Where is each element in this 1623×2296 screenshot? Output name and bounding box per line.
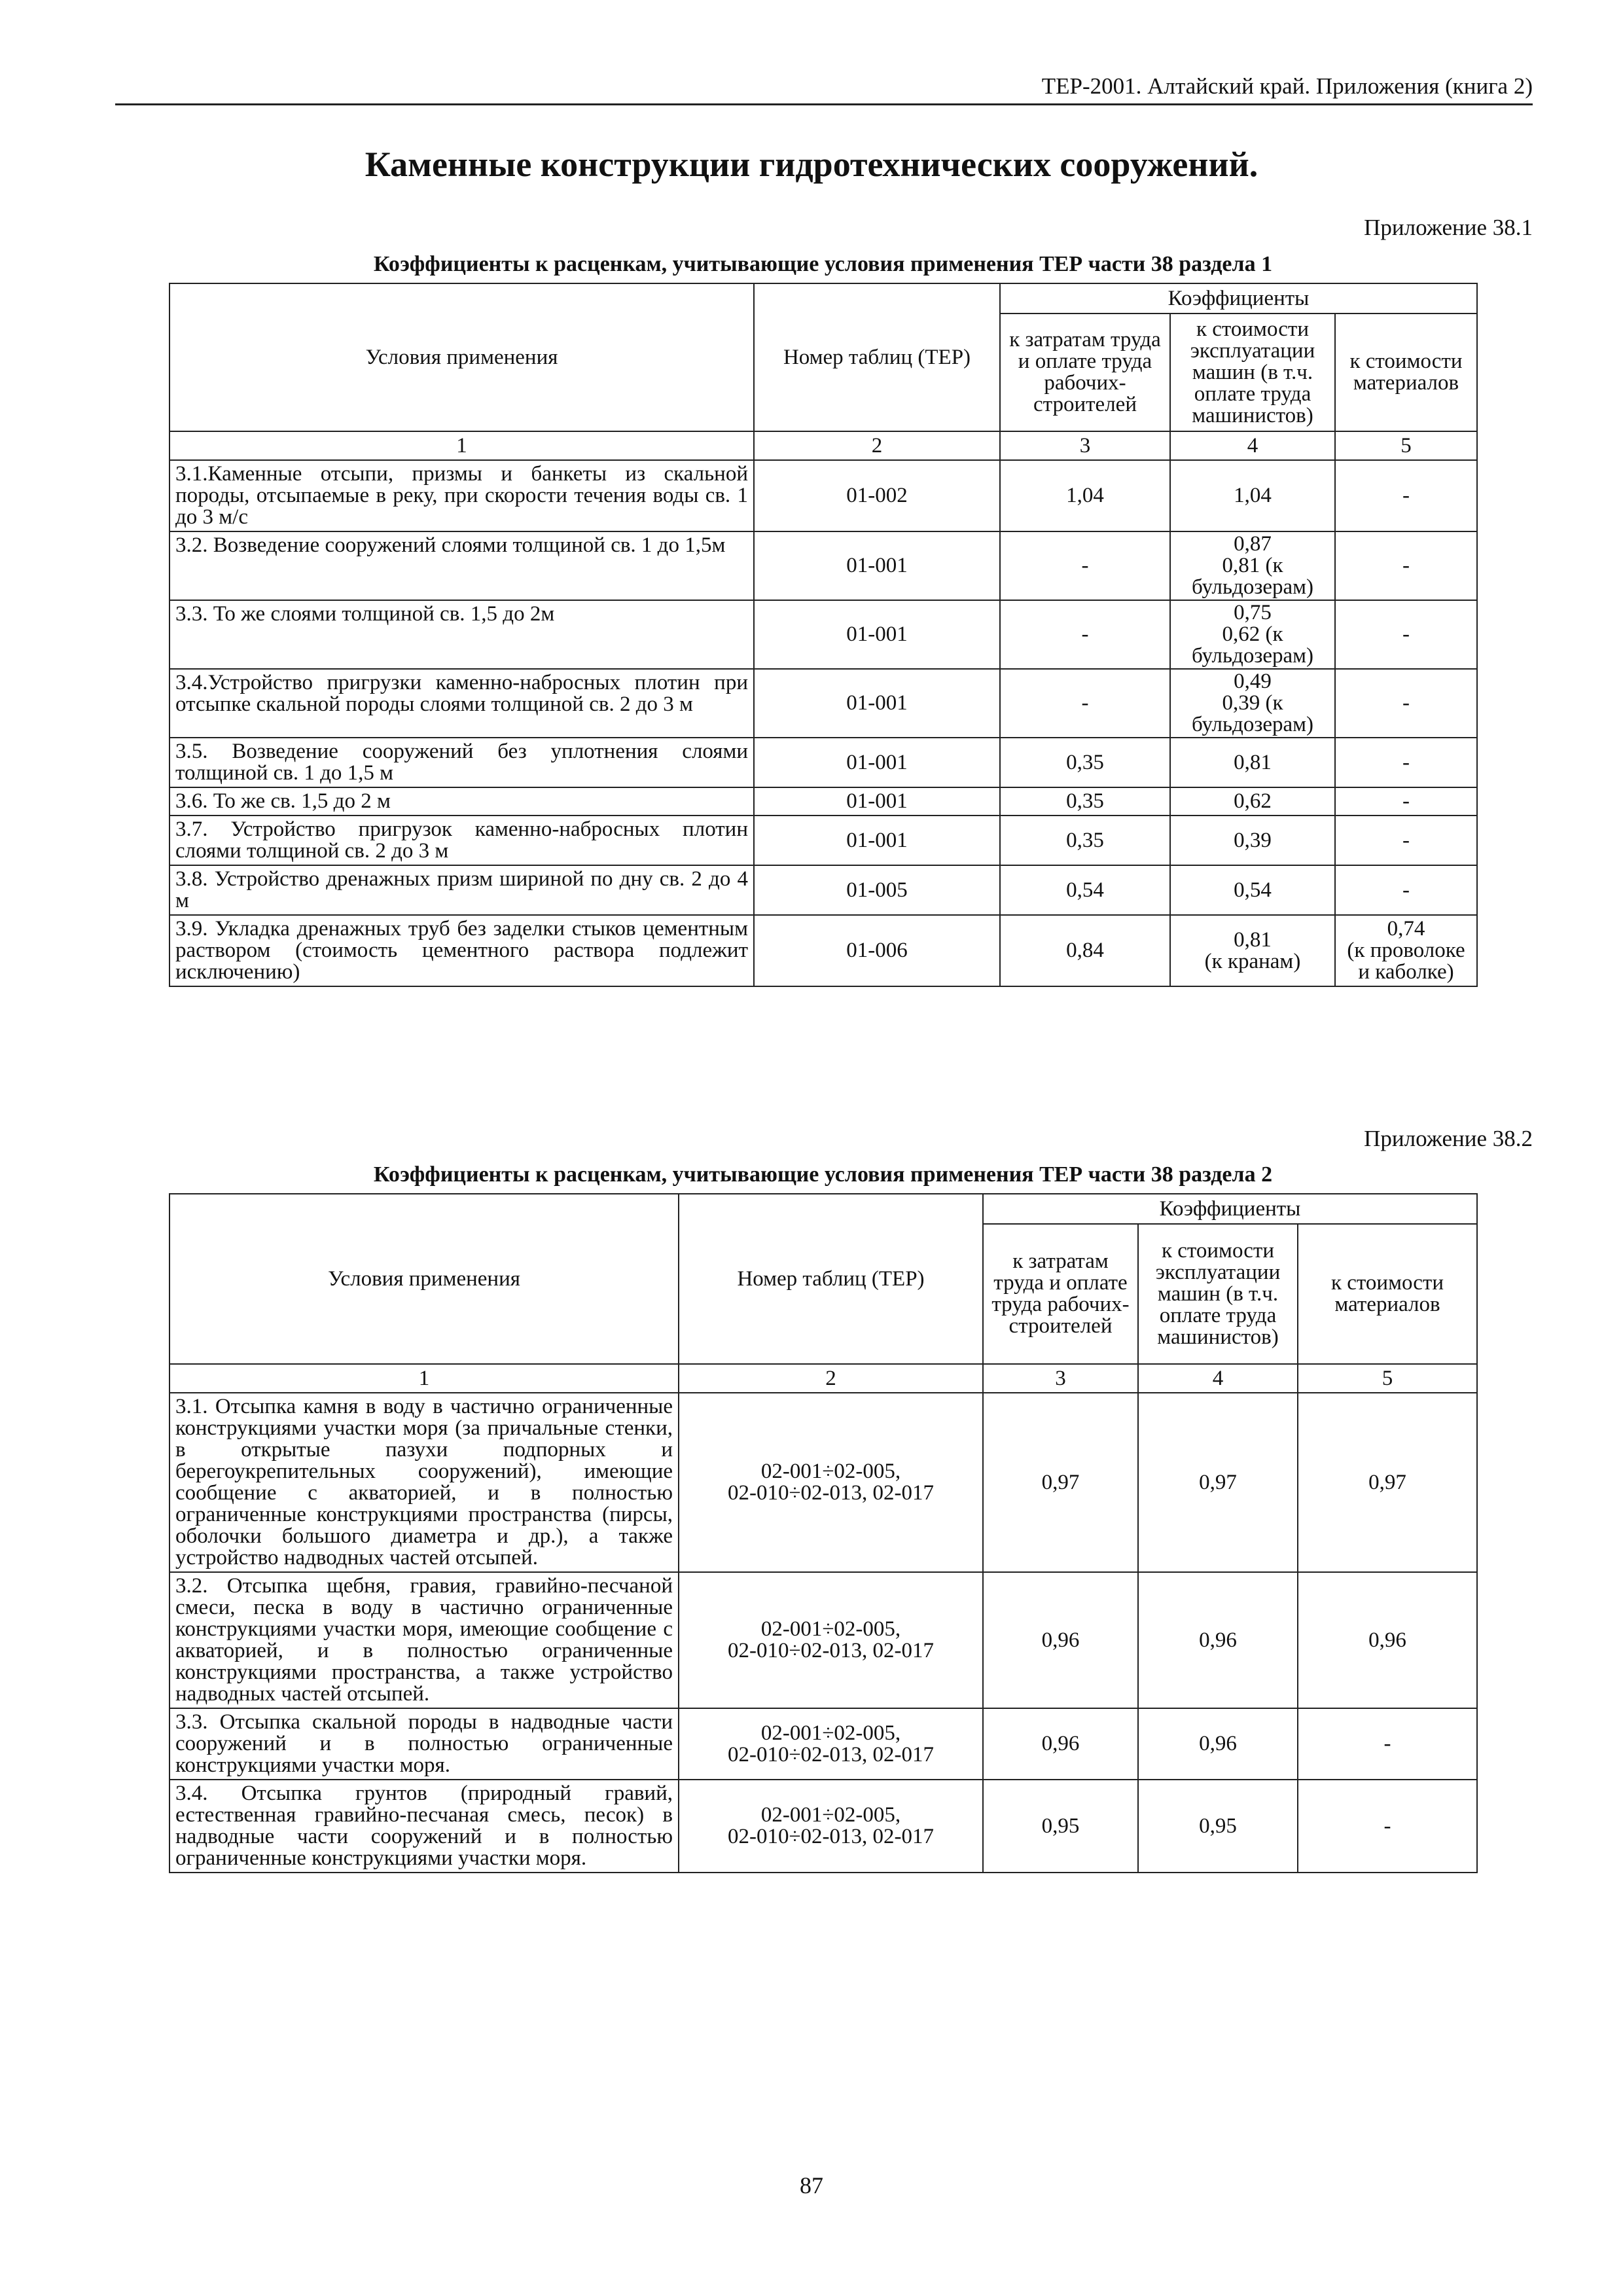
column-number: 3 — [983, 1364, 1138, 1393]
condition-cell: 3.6. То же св. 1,5 до 2 м — [169, 787, 754, 816]
labor-coefficient-cell: 0,35 — [1000, 816, 1170, 865]
header-machines: к стоимости эксплуатации машин (в т.ч. оплате труда машинистов) — [1138, 1224, 1298, 1364]
materials-coefficient-cell: - — [1335, 531, 1477, 600]
table-number-cell: 01-002 — [754, 460, 1000, 531]
condition-cell: 3.3. Отсыпка скальной породы в надводные части сооружений и в полностью ограниченные конструкциями участки моря. — [169, 1708, 679, 1780]
condition-cell: 3.3. То же слоями толщиной св. 1,5 до 2м — [169, 600, 754, 669]
table-caption-38-1: Коэффициенты к расценкам, учитывающие условия применения ТЕР части 38 раздела 1 — [373, 252, 1273, 276]
condition-cell: 3.4.Устройство пригрузки каменно-набросных плотин при отсыпке скальной породы слоями толщиной св. 2 до 3 м — [169, 669, 754, 738]
coefficients-table-38-1 — [169, 283, 1478, 987]
condition-cell: 3.9. Укладка дренажных труб без заделки стыков цементным раствором (стоимость цементного раствора подлежит исключению) — [169, 915, 754, 986]
table-number-cell: 02-001÷02-005, 02-010÷02-013, 02-017 — [679, 1780, 983, 1873]
table-row — [169, 669, 1477, 738]
page-number: 87 — [800, 2172, 823, 2198]
table-number-cell: 01-001 — [754, 531, 1000, 600]
machines-coefficient-cell: 0,62 — [1170, 787, 1335, 816]
table-row — [169, 738, 1477, 787]
labor-coefficient-cell: 0,97 — [983, 1393, 1138, 1572]
labor-coefficient-cell: 0,95 — [983, 1780, 1138, 1873]
machines-coefficient-cell: 0,96 — [1138, 1572, 1298, 1708]
header-materials: к стоимости материалов — [1298, 1224, 1477, 1364]
table-number-cell: 01-001 — [754, 787, 1000, 816]
header-conditions: Условия применения — [169, 1194, 679, 1364]
table-row — [169, 531, 1477, 600]
header-coefficients: Коэффициенты — [983, 1194, 1477, 1224]
machines-coefficient-cell: 0,87 0,81 (к бульдозерам) — [1170, 531, 1335, 600]
table-caption-38-2: Коэффициенты к расценкам, учитывающие условия применения ТЕР части 38 раздела 2 — [373, 1162, 1273, 1187]
labor-coefficient-cell: - — [1000, 531, 1170, 600]
table-row — [169, 915, 1477, 986]
table-number-cell: 02-001÷02-005, 02-010÷02-013, 02-017 — [679, 1572, 983, 1708]
machines-coefficient-cell: 0,95 — [1138, 1780, 1298, 1873]
table-number-cell: 01-001 — [754, 738, 1000, 787]
table-row — [169, 787, 1477, 816]
condition-cell: 3.8. Устройство дренажных призм шириной по дну св. 2 до 4 м — [169, 865, 754, 915]
labor-coefficient-cell: 0,35 — [1000, 787, 1170, 816]
condition-cell: 3.4. Отсыпка грунтов (природный гравий, естественная гравийно-песчаная смесь, песок) в надводные части сооружений и в полностью ограниченные конструкциями участки моря. — [169, 1780, 679, 1873]
labor-coefficient-cell: 0,96 — [983, 1708, 1138, 1780]
labor-coefficient-cell: 0,54 — [1000, 865, 1170, 915]
machines-coefficient-cell: 0,97 — [1138, 1393, 1298, 1572]
table-row — [169, 1780, 1477, 1873]
page-title: Каменные конструкции гидротехнических сооружений. — [365, 145, 1258, 184]
machines-coefficient-cell: 0,49 0,39 (к бульдозерам) — [1170, 669, 1335, 738]
labor-coefficient-cell: - — [1000, 600, 1170, 669]
column-number: 3 — [1000, 431, 1170, 460]
machines-coefficient-cell: 1,04 — [1170, 460, 1335, 531]
table-row — [169, 600, 1477, 669]
table-number-cell: 01-001 — [754, 669, 1000, 738]
header-labor: к затратам труда и оплате труда рабочих-строителей — [1000, 314, 1170, 431]
condition-cell: 3.1.Каменные отсыпи, призмы и банкеты из скальной породы, отсыпаемые в реку, при скорости течения воды св. 1 до 3 м/с — [169, 460, 754, 531]
labor-coefficient-cell: 1,04 — [1000, 460, 1170, 531]
column-number: 2 — [754, 431, 1000, 460]
column-number: 5 — [1335, 431, 1477, 460]
materials-coefficient-cell: - — [1335, 816, 1477, 865]
header-machines: к стоимости эксплуатации машин (в т.ч. оплате труда машинистов) — [1170, 314, 1335, 431]
table-number-cell: 01-005 — [754, 865, 1000, 915]
header-coefficients: Коэффициенты — [1000, 283, 1477, 314]
materials-coefficient-cell: 0,97 — [1298, 1393, 1477, 1572]
header-labor: к затратам труда и оплате труда рабочих-строителей — [983, 1224, 1138, 1364]
column-number: 1 — [169, 1364, 679, 1393]
condition-cell: 3.2. Возведение сооружений слоями толщиной св. 1 до 1,5м — [169, 531, 754, 600]
materials-coefficient-cell: 0,96 — [1298, 1572, 1477, 1708]
condition-cell: 3.2. Отсыпка щебня, гравия, гравийно-песчаной смеси, песка в воду в частично ограниченные конструкциями участки моря, имеющие сообщение с акваторией, и в полностью ограниченные конструкциями пространства, а также устройство надводных частей отсыпей. — [169, 1572, 679, 1708]
condition-cell: 3.5. Возведение сооружений без уплотнения слоями толщиной св. 1 до 1,5 м — [169, 738, 754, 787]
appendix-label-38-1: Приложение 38.1 — [1364, 215, 1533, 240]
labor-coefficient-cell: 0,84 — [1000, 915, 1170, 986]
condition-cell: 3.7. Устройство пригрузок каменно-набросных плотин слоями толщиной св. 2 до 3 м — [169, 816, 754, 865]
column-number: 5 — [1298, 1364, 1477, 1393]
running-header: ТЕР-2001. Алтайский край. Приложения (книга 2) — [115, 73, 1533, 105]
table-row — [169, 865, 1477, 915]
machines-coefficient-cell: 0,81 — [1170, 738, 1335, 787]
materials-coefficient-cell: - — [1298, 1708, 1477, 1780]
materials-coefficient-cell: - — [1335, 738, 1477, 787]
table-row — [169, 1393, 1477, 1572]
machines-coefficient-cell: 0,81 (к кранам) — [1170, 915, 1335, 986]
coefficients-table-38-2 — [169, 1193, 1478, 1873]
table-number-cell: 01-001 — [754, 600, 1000, 669]
materials-coefficient-cell: - — [1335, 669, 1477, 738]
column-number: 2 — [679, 1364, 983, 1393]
table-number-cell: 02-001÷02-005, 02-010÷02-013, 02-017 — [679, 1393, 983, 1572]
labor-coefficient-cell: 0,35 — [1000, 738, 1170, 787]
table-row — [169, 816, 1477, 865]
column-number: 1 — [169, 431, 754, 460]
materials-coefficient-cell: 0,74 (к проволоке и каболке) — [1335, 915, 1477, 986]
machines-coefficient-cell: 0,96 — [1138, 1708, 1298, 1780]
materials-coefficient-cell: - — [1335, 600, 1477, 669]
condition-cell: 3.1. Отсыпка камня в воду в частично ограниченные конструкциями участки моря (за причальные стенки, в открытые пазухи подпорных и берегоукрепительных сооружений), имеющие сообщение с акваторией, и в полностью ограниченные конструкциями пространства (пирсы, оболочки большого диаметра и др.), а также устройство надводных частей отсыпей. — [169, 1393, 679, 1572]
materials-coefficient-cell: - — [1298, 1780, 1477, 1873]
appendix-label-38-2: Приложение 38.2 — [1364, 1126, 1533, 1151]
header-materials: к стоимости материалов — [1335, 314, 1477, 431]
table-number-cell: 01-001 — [754, 816, 1000, 865]
header-table-number: Номер таблиц (ТЕР) — [754, 283, 1000, 431]
machines-coefficient-cell: 0,39 — [1170, 816, 1335, 865]
table-number-cell: 01-006 — [754, 915, 1000, 986]
header-conditions: Условия применения — [169, 283, 754, 431]
table-row — [169, 1708, 1477, 1780]
machines-coefficient-cell: 0,54 — [1170, 865, 1335, 915]
materials-coefficient-cell: - — [1335, 787, 1477, 816]
labor-coefficient-cell: - — [1000, 669, 1170, 738]
column-number: 4 — [1170, 431, 1335, 460]
table-row — [169, 460, 1477, 531]
header-table-number: Номер таблиц (ТЕР) — [679, 1194, 983, 1364]
labor-coefficient-cell: 0,96 — [983, 1572, 1138, 1708]
column-number: 4 — [1138, 1364, 1298, 1393]
table-number-cell: 02-001÷02-005, 02-010÷02-013, 02-017 — [679, 1708, 983, 1780]
machines-coefficient-cell: 0,75 0,62 (к бульдозерам) — [1170, 600, 1335, 669]
materials-coefficient-cell: - — [1335, 460, 1477, 531]
table-row — [169, 1572, 1477, 1708]
materials-coefficient-cell: - — [1335, 865, 1477, 915]
